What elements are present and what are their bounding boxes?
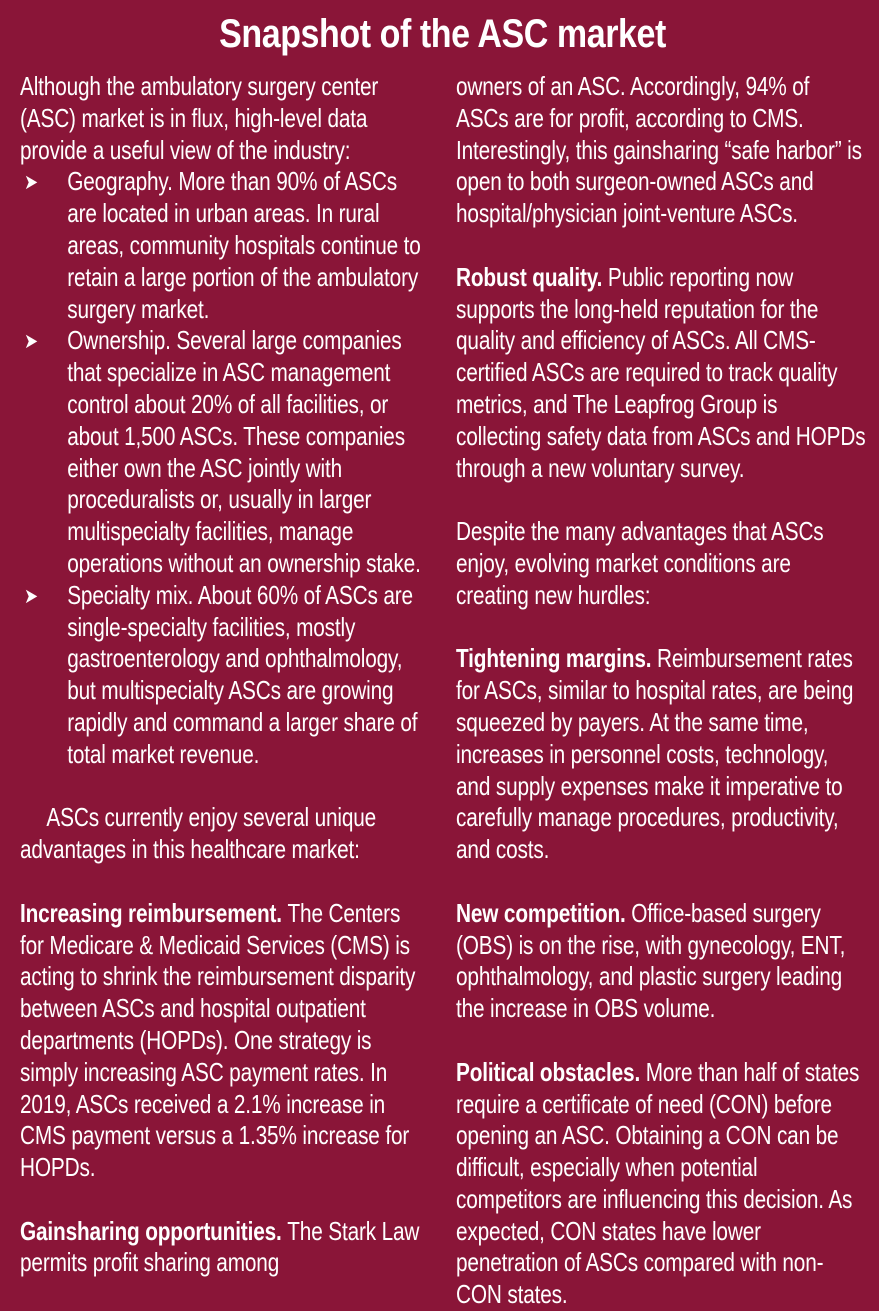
- left-column: [20, 71, 430, 1311]
- paragraph-text: owners of an ASC. Accordingly, 94% of ASCs are for profit, according to CMS. Interestingly, this gainsharing “safe harbor” is open to both surgeon-owned ASCs and hospital/physician joint-venture ASCs.: [455, 71, 862, 229]
- paragraph-lead: Tightening margins.: [455, 643, 657, 674]
- paragraph: [456, 516, 866, 611]
- paragraph-text: ASCs currently enjoy several unique advantages in this healthcare market:: [20, 802, 377, 865]
- two-column-layout: [20, 71, 865, 1311]
- paragraph-lead: Robust quality.: [455, 261, 608, 292]
- paragraph: [20, 71, 430, 166]
- paragraph: [456, 643, 866, 866]
- paragraph-lead: New competition.: [455, 897, 631, 928]
- paragraph-text: Despite the many advantages that ASCs enjoy, evolving market conditions are creating new hurdles:: [455, 516, 824, 610]
- bullet-item: [20, 166, 430, 325]
- paragraph: [456, 898, 866, 1025]
- bullet-item: [20, 580, 430, 771]
- paragraph: [456, 262, 866, 485]
- paragraph: [456, 71, 866, 230]
- paragraph-text: Ownership. Several large companies that specialize in ASC management control about 20% of all facilities, or about 1,500 ASCs. These companies either own the ASC jointly with proceduralists or, usually in larger multispecialty facilities, manage operations without an ownership stake.: [67, 325, 421, 578]
- paragraph-text: Specialty mix. About 60% of ASCs are single-specialty facilities, mostly gastroenterology and ophthalmology, but multispecialty ASCs are growing rapidly and command a larger share of total market revenue.: [67, 579, 418, 769]
- paragraph: [456, 1057, 866, 1311]
- bullet-arrow-icon: ➤: [24, 584, 38, 608]
- bullet-item: [20, 325, 430, 579]
- right-column-text: [456, 71, 866, 1311]
- paragraph-text: Geography. More than 90% of ASCs are located in urban areas. In rural areas, community hospitals continue to retain a large portion of the ambulatory surgery market.: [67, 166, 421, 324]
- left-column-text: [20, 71, 430, 1279]
- bullet-arrow-icon: ➤: [24, 330, 38, 354]
- paragraph-text: More than half of states require a certificate of need (CON) before opening an ASC. Obtaining a CON can be difficult, especially when potential competitors are influencing this decision. As expected, CON states have lower penetration of ASCs compared with non-CON states.: [455, 1056, 859, 1310]
- paragraph-text: Office-based surgery (OBS) is on the rise, with gynecology, ENT, ophthalmology, and plastic surgery leading the increase in OBS volume.: [455, 897, 845, 1024]
- paragraph: [20, 898, 430, 1184]
- paragraph-lead: Gainsharing opportunities.: [20, 1215, 288, 1246]
- paragraph-text: Public reporting now supports the long-held reputation for the quality and efficiency of ASCs. All CMS-certified ASCs are required to track quality metrics, and The Leapfrog Group is collecting safety data from ASCs and HOPDs through a new voluntary survey.: [455, 261, 865, 483]
- right-column: [456, 71, 866, 1311]
- paragraph-text: The Centers for Medicare & Medicaid Services (CMS) is acting to shrink the reimbursement disparity between ASCs and hospital outpatient departments (HOPDs). One strategy is simply increasing ASC payment rates. In 2019, ASCs received a 2.1% increase in CMS payment versus a 1.35% increase for HOPDs.: [20, 897, 416, 1183]
- paragraph: [20, 802, 430, 866]
- paragraph: [20, 1216, 430, 1280]
- page-title: Snapshot of the ASC market: [219, 12, 666, 56]
- paragraph-text: The Stark Law permits profit sharing among: [20, 1215, 420, 1278]
- paragraph-lead: Political obstacles.: [455, 1056, 646, 1087]
- paragraph-text: Reimbursement rates for ASCs, similar to hospital rates, are being squeezed by payers. At the same time, increases in personnel costs, technology, and supply expenses make it imperative to carefully manage procedures, productivity, and costs.: [455, 643, 853, 865]
- bullet-arrow-icon: ➤: [24, 171, 38, 195]
- paragraph-text: Although the ambulatory surgery center (ASC) market is in flux, high-level data provide a useful view of the industry:: [20, 71, 379, 165]
- paragraph-lead: Increasing reimbursement.: [20, 897, 288, 928]
